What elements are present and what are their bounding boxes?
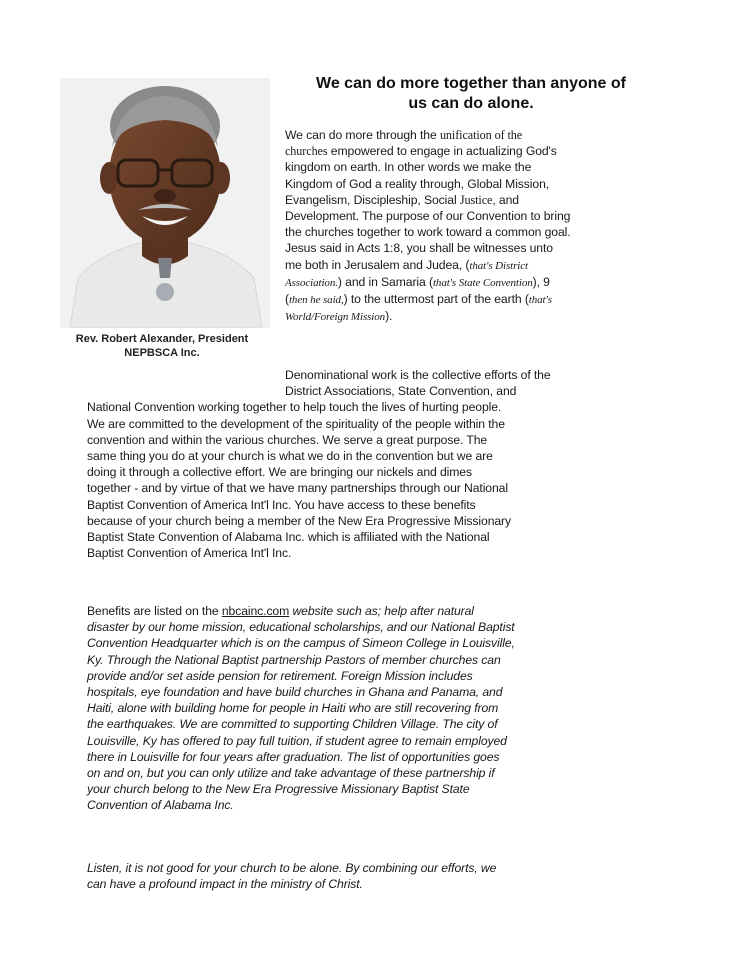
text-run: ), 9 xyxy=(532,274,550,289)
text-run: ). xyxy=(385,309,393,324)
text-run-italic: Association. xyxy=(285,276,338,289)
title-line-1: We can do more together than anyone of xyxy=(316,75,626,92)
text-run: empowered to engage in actualizing God's xyxy=(327,144,557,159)
caption-org-line: NEPBSCA Inc. xyxy=(124,347,200,359)
text-line xyxy=(285,143,660,159)
text-run: ) and in Samaria ( xyxy=(337,274,433,289)
text-line: National Convention working together to help touch the lives of hurting people. xyxy=(87,400,502,415)
text-line: Convention of Alabama Inc. xyxy=(87,798,234,813)
text-line xyxy=(285,127,660,143)
text-line xyxy=(285,308,660,325)
text-line: your church belong to the New Era Progressive Missionary Baptist State xyxy=(87,782,470,797)
text-run: Benefits are listed on the xyxy=(87,604,222,618)
text-run: website such as; help after natural xyxy=(289,604,474,618)
text-line: Listen, it is not good for your church to be alone. By combining our efforts, we xyxy=(87,861,497,875)
text-run-italic: that's xyxy=(528,294,552,307)
text-line: We are committed to the development of the spirituality of the people within the xyxy=(87,416,505,431)
text-line: on and on, but you can only utilize and take advantage of these partnership if xyxy=(87,766,495,781)
text-line: disaster by our home mission, educational scholarships, and our National Baptist xyxy=(87,620,515,635)
text-line: Convention Headquarter which is on the campus of Simeon College in Louisville, xyxy=(87,636,515,651)
text-line: Development. The purpose of our Convention to bring xyxy=(285,209,571,224)
text-line xyxy=(285,274,660,291)
caption-name-line: Rev. Robert Alexander, President xyxy=(75,333,249,345)
text-line: there in Louisville for four years after graduation. The list of opportunities goes xyxy=(87,749,500,764)
text-run-italic: then he said, xyxy=(288,294,344,307)
text-run-italic: that's State Convention xyxy=(432,276,533,289)
text-line: provide and/or set aside pension for retirement. Foreign Mission includes xyxy=(87,668,473,683)
text-run: ( xyxy=(285,292,289,307)
benefits-paragraph xyxy=(87,603,667,814)
nbcainc-website-link[interactable]: nbcainc.com xyxy=(221,604,290,618)
text-line: Denominational work is the collective efforts of the xyxy=(285,368,551,382)
intro-paragraph xyxy=(285,127,660,325)
page-title xyxy=(282,74,660,114)
photo-caption xyxy=(48,332,276,360)
text-run: We can do more through the xyxy=(285,128,440,142)
text-run: ) to the uttermost part of the earth ( xyxy=(343,292,529,307)
text-line: District Associations, State Convention, and xyxy=(285,384,517,399)
text-line: Baptist Convention of America Int'l Inc. You have access to these benefits xyxy=(87,497,476,512)
text-line: doing it through a collective effort. We are bringing our nickels and dimes xyxy=(87,465,472,480)
president-portrait-photo xyxy=(60,78,270,328)
text-line xyxy=(87,603,667,619)
text-line: can have a profound impact in the ministry of Christ. xyxy=(87,877,363,892)
text-line: Baptist State Convention of Alabama Inc. which is affiliated with the National xyxy=(87,530,490,545)
text-line: because of your church being a member of the New Era Progressive Missionary xyxy=(87,513,512,528)
text-run-italic: World/Foreign Mission xyxy=(285,311,386,324)
text-line: Haiti, alone with building home for people in Haiti who are still recovering from xyxy=(87,701,499,716)
text-run: , and xyxy=(492,192,519,207)
text-line xyxy=(285,257,660,274)
text-line: kingdom on earth. In other words we make the xyxy=(285,160,532,175)
title-line-2: us can do alone. xyxy=(408,95,534,112)
text-run: me both in Jerusalem and Judea, ( xyxy=(285,257,470,272)
text-line xyxy=(285,192,660,208)
text-line: same thing you do at your church is what we do in the convention but we are xyxy=(87,449,493,464)
text-line: Baptist Convention of America Int'l Inc. xyxy=(87,546,292,561)
text-run-serif: unification of the xyxy=(439,128,523,142)
portrait-illustration xyxy=(60,78,270,328)
text-run-serif: Justice xyxy=(459,192,493,207)
text-line: Jesus said in Acts 1:8, you shall be witnesses unto xyxy=(285,241,553,256)
closing-paragraph xyxy=(87,860,667,892)
text-line xyxy=(285,291,660,308)
text-line: Louisville, Ky has offered to pay full tuition, if student agree to remain employed xyxy=(87,733,507,748)
text-line: the earthquakes. We are committed to supporting Children Village. The city of xyxy=(87,717,498,732)
text-line: together - and by virtue of that we have many partnerships through our National xyxy=(87,481,508,496)
text-line: Ky. Through the National Baptist partnership Pastors of member churches can xyxy=(87,652,501,667)
text-line: convention and within the various churches. We serve a great purpose. The xyxy=(87,432,488,447)
text-run-serif: churches xyxy=(285,144,328,159)
text-run: Evangelism, Discipleship, Social xyxy=(285,192,460,207)
denominational-work-paragraph xyxy=(87,367,667,561)
text-run-italic: that's District xyxy=(469,259,528,272)
text-line: Kingdom of God a reality through, Global Mission, xyxy=(285,176,550,191)
text-line: hospitals, eye foundation and have build churches in Ghana and Panama, and xyxy=(87,685,503,700)
text-line: the churches together to work toward a common goal. xyxy=(285,225,571,240)
